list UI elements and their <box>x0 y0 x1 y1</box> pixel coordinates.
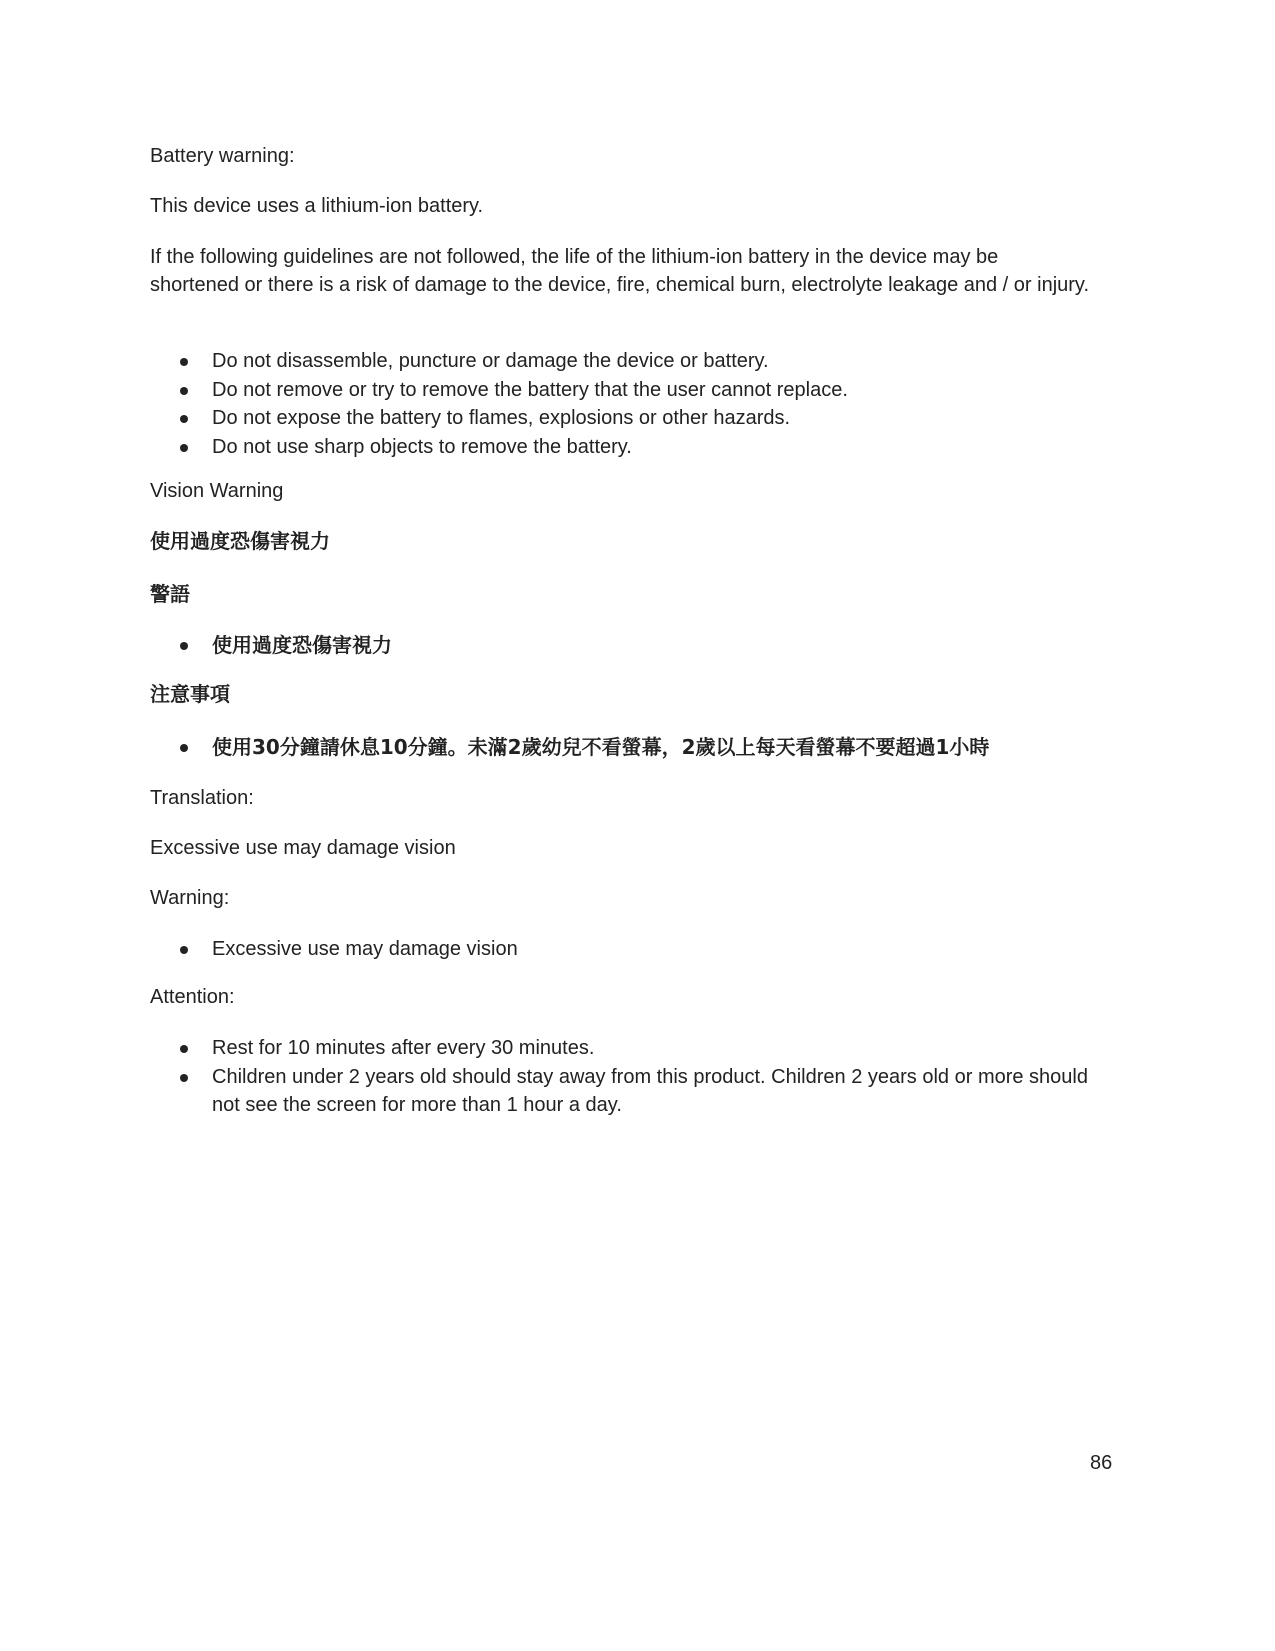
list-item <box>150 347 1090 376</box>
list-item-text: Excessive use may damage vision <box>212 938 518 960</box>
list-item-text: 使用過度恐傷害視力 <box>212 633 392 657</box>
translation-warning-label: Warning: <box>150 887 230 909</box>
list-item-text: Do not use sharp objects to remove the battery. <box>212 435 632 458</box>
battery-guidelines: If the following guidelines are not followed, the life of the lithium-ion battery in the device may be shortened or there is a risk of damage to the device, fire, chemical burn, electrolyte leakage and / or injury. <box>150 246 1090 296</box>
list-item <box>150 935 1090 964</box>
battery-warning-heading: Battery warning: <box>150 145 295 167</box>
vision-zh-title: 使用過度恐傷害視力 <box>150 529 330 553</box>
vision-zh-attention-label: 注意事項 <box>150 682 230 706</box>
list-item <box>150 733 1090 762</box>
bullet-icon <box>180 415 188 423</box>
list-item <box>150 1034 1090 1063</box>
bullet-icon <box>180 387 188 395</box>
list-item <box>150 376 1090 405</box>
list-item-text: Do not disassemble, puncture or damage the device or battery. <box>212 350 769 372</box>
translation-title: Excessive use may damage vision <box>150 837 456 859</box>
bullet-icon <box>180 1074 188 1082</box>
vision-zh-warning-list <box>150 631 1090 660</box>
list-item <box>150 404 1090 433</box>
translation-attention-label: Attention: <box>150 986 235 1008</box>
translation-warning-list <box>150 935 1090 964</box>
translation-heading: Translation: <box>150 787 254 809</box>
battery-intro: This device uses a lithium-ion battery. <box>150 195 484 217</box>
vision-warning-heading: Vision Warning <box>150 480 284 502</box>
bullet-icon <box>180 946 188 954</box>
list-item-text: 使用30分鐘請休息10分鐘。未滿2歲幼兒不看螢幕，2歲以上每天看螢幕不要超過1小時 <box>212 735 990 759</box>
list-item-text: Children under 2 years old should stay away from this product. Children 2 years old or more should not see the screen for more than 1 hour a day. <box>212 1065 1088 1116</box>
bullet-icon <box>180 444 188 452</box>
list-item-text: Do not expose the battery to flames, explosions or other hazards. <box>212 407 791 429</box>
list-item <box>150 433 1090 462</box>
bullet-icon <box>180 358 188 366</box>
battery-guidelines-list <box>150 347 1090 461</box>
page-number: 86 <box>1090 1452 1113 1474</box>
vision-zh-warning-label: 警語 <box>150 582 190 606</box>
bullet-icon <box>180 642 188 650</box>
list-item <box>150 1063 1090 1120</box>
list-item <box>150 631 1090 660</box>
vision-zh-attention-list <box>150 733 1090 762</box>
translation-attention-list <box>150 1034 1090 1120</box>
list-item-text: Rest for 10 minutes after every 30 minutes. <box>212 1037 595 1059</box>
bullet-icon <box>180 1045 188 1053</box>
bullet-icon <box>180 744 188 752</box>
list-item-text: Do not remove or try to remove the battery that the user cannot replace. <box>212 378 848 401</box>
